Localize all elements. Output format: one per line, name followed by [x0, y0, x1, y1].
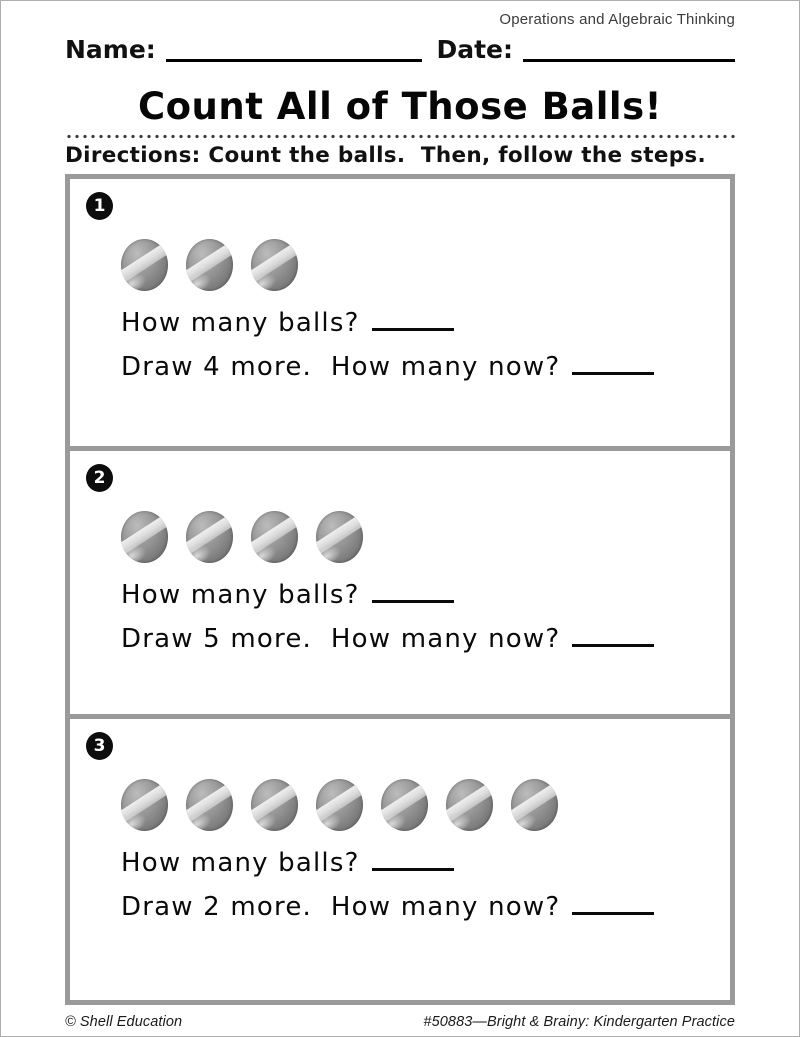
question-text: Draw 4 more. How many now?: [121, 351, 561, 382]
question-text: Draw 5 more. How many now?: [121, 623, 561, 654]
ball-icon: [186, 239, 233, 291]
problem-3-content: [82, 779, 718, 923]
footer-publisher: © Shell Education: [65, 1014, 183, 1030]
problem-1-content: [82, 239, 718, 383]
problem-2-content: [82, 511, 718, 655]
problem-3: [70, 714, 730, 1000]
balls-row: [121, 511, 718, 563]
ball-icon: [316, 779, 363, 831]
page-category-heading: Operations and Algebraic Thinking: [499, 11, 735, 28]
ball-icon: [251, 239, 298, 291]
answer-blank-line[interactable]: [572, 354, 654, 375]
directions: [65, 143, 735, 168]
question-text: How many balls?: [121, 308, 360, 338]
problem-2: [70, 446, 730, 714]
ball-icon: [251, 779, 298, 831]
balls-row: [121, 239, 718, 291]
ball-icon: [381, 779, 428, 831]
ball-icon: [186, 779, 233, 831]
question-text: Draw 2 more. How many now?: [121, 891, 561, 922]
question-draw-more: [121, 351, 718, 384]
footer-book-reference: #50883—Bright & Brainy: Kindergarten Practice: [423, 1014, 735, 1030]
dotted-divider: [65, 134, 735, 139]
ball-icon: [121, 779, 168, 831]
ball-icon: [121, 511, 168, 563]
answer-blank-line[interactable]: [572, 626, 654, 647]
date-label: Date:: [436, 35, 513, 64]
answer-blank-line[interactable]: [372, 582, 454, 603]
ball-icon: [251, 511, 298, 563]
question-how-many: [121, 307, 718, 340]
ball-icon: [446, 779, 493, 831]
question-draw-more: [121, 623, 718, 656]
balls-row: [121, 779, 718, 831]
problems-frame: [65, 174, 735, 1005]
name-blank-line[interactable]: [166, 41, 423, 62]
date-blank-line[interactable]: [523, 41, 735, 62]
answer-blank-line[interactable]: [572, 894, 654, 915]
ball-icon: [316, 511, 363, 563]
ball-icon: [186, 511, 233, 563]
question-how-many: [121, 847, 718, 880]
name-date-row: [65, 35, 735, 64]
ball-icon: [511, 779, 558, 831]
question-text: How many balls?: [121, 848, 360, 878]
directions-text: Count the balls. Then, follow the steps.: [208, 143, 706, 168]
problem-1: [70, 179, 730, 446]
name-label: Name:: [65, 35, 156, 64]
problem-2-number-badge: 2: [86, 464, 113, 492]
page-footer: [65, 1014, 735, 1030]
answer-blank-line[interactable]: [372, 850, 454, 871]
question-how-many: [121, 579, 718, 612]
problem-3-number-badge: 3: [86, 732, 113, 760]
question-draw-more: [121, 891, 718, 924]
answer-blank-line[interactable]: [372, 310, 454, 331]
problem-1-number-badge: 1: [86, 192, 113, 220]
page-title: Count All of Those Balls!: [137, 85, 663, 128]
directions-label: Directions:: [65, 143, 209, 168]
ball-icon: [121, 239, 168, 291]
question-text: How many balls?: [121, 580, 360, 610]
